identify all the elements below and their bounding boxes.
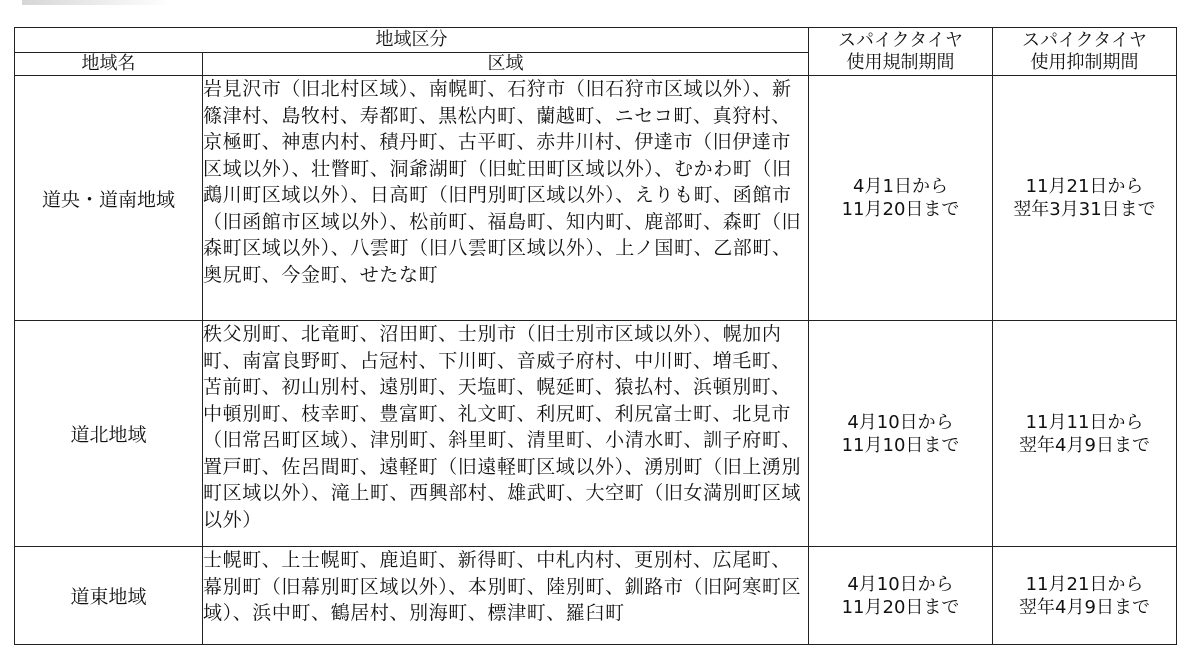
area-list-cell: 士幌町、上士幌町、鹿追町、新得町、中札内村、更別村、広尾町、幕別町（旧幕別町区域以外）、本別町、陸別町、釧路市（旧阿寒町区域）、浜中町、鶴居村、別海町、標津町、羅臼町 — [203, 547, 809, 645]
regulation-end: 11月10日まで — [841, 434, 960, 456]
regulation-end: 11月20日まで — [841, 596, 960, 618]
header-usage-restraint-period — [993, 28, 1177, 76]
header-usage-regulation-line1: スパイクタイヤ — [838, 29, 963, 51]
restraint-period-cell — [993, 547, 1177, 645]
area-list-cell: 岩見沢市（旧北村区域）、南幌町、石狩市（旧石狩市区域以外）、新篠津村、島牧村、寿都町、黒松内町、蘭越町、ニセコ町、真狩村、京極町、神恵内村、積丹町、古平町、赤井川村、伊達市（旧伊達市区域以外）、壮瞥町、洞爺湖町（旧虻田町区域以外）、むかわ町（旧鵡川町区域以外）、日高町（旧門別町区域以外）、えりも町、函館市（旧函館市区域以外）、松前町、福島町、知内町、鹿部町、森町（旧森町区域以外）、八雲町（旧八雲町区域以外）、上ノ国町、乙部町、奥尻町、今金町、せたな町 — [203, 76, 809, 321]
header-row-top — [15, 28, 1177, 53]
restraint-period-cell — [993, 321, 1177, 547]
header-usage-restraint-line2: 使用抑制期間 — [1030, 51, 1139, 73]
region-name-cell: 道東地域 — [15, 547, 203, 645]
restraint-start: 11月21日から — [1025, 573, 1144, 595]
restraint-start: 11月21日から — [1025, 176, 1144, 197]
table-row — [15, 76, 1177, 321]
regulation-start: 4月1日から — [853, 176, 948, 197]
regulation-period-cell — [809, 321, 993, 547]
table-row — [15, 321, 1177, 547]
scan-artifact — [22, 0, 172, 5]
regulation-start: 4月10日から — [847, 411, 954, 433]
restraint-start: 11月11日から — [1025, 411, 1144, 433]
regulation-period-cell — [809, 547, 993, 645]
header-region-classification: 地域区分 — [15, 28, 809, 53]
area-list-cell: 秩父別町、北竜町、沼田町、士別市（旧士別市区域以外）、幌加内町、南富良野町、占冠村、下川町、音威子府村、中川町、増毛町、苫前町、初山別村、遠別町、天塩町、幌延町、猿払村、浜頓別町、中頓別町、枝幸町、豊富町、礼文町、利尻町、利尻富士町、北見市（旧常呂町区域）、津別町、斜里町、清里町、小清水町、訓子府町、置戸町、佐呂間町、遠軽町（旧遠軽町区域以外）、湧別町（旧上湧別町区域以外）、滝上町、西興部村、雄武町、大空町（旧女満別町区域以外） — [203, 321, 809, 547]
header-region-name: 地域名 — [15, 53, 203, 76]
regulation-start: 4月10日から — [847, 573, 954, 595]
table-row — [15, 547, 1177, 645]
restraint-end: 翌年4月9日まで — [1019, 434, 1150, 456]
header-area: 区域 — [203, 53, 809, 76]
header-usage-regulation-line2: 使用規制期間 — [846, 51, 955, 73]
restraint-end: 翌年4月9日まで — [1019, 596, 1150, 618]
header-usage-regulation-period — [809, 28, 993, 76]
regulation-period-cell — [809, 76, 993, 321]
spike-tire-regulation-table — [14, 27, 1177, 645]
header-usage-restraint-line1: スパイクタイヤ — [1022, 29, 1147, 51]
restraint-period-cell — [993, 76, 1177, 321]
regulation-end: 11月20日まで — [841, 199, 960, 220]
restraint-end: 翌年3月31日まで — [1013, 199, 1156, 220]
region-name-cell: 道央・道南地域 — [15, 76, 203, 321]
region-name-cell: 道北地域 — [15, 321, 203, 547]
